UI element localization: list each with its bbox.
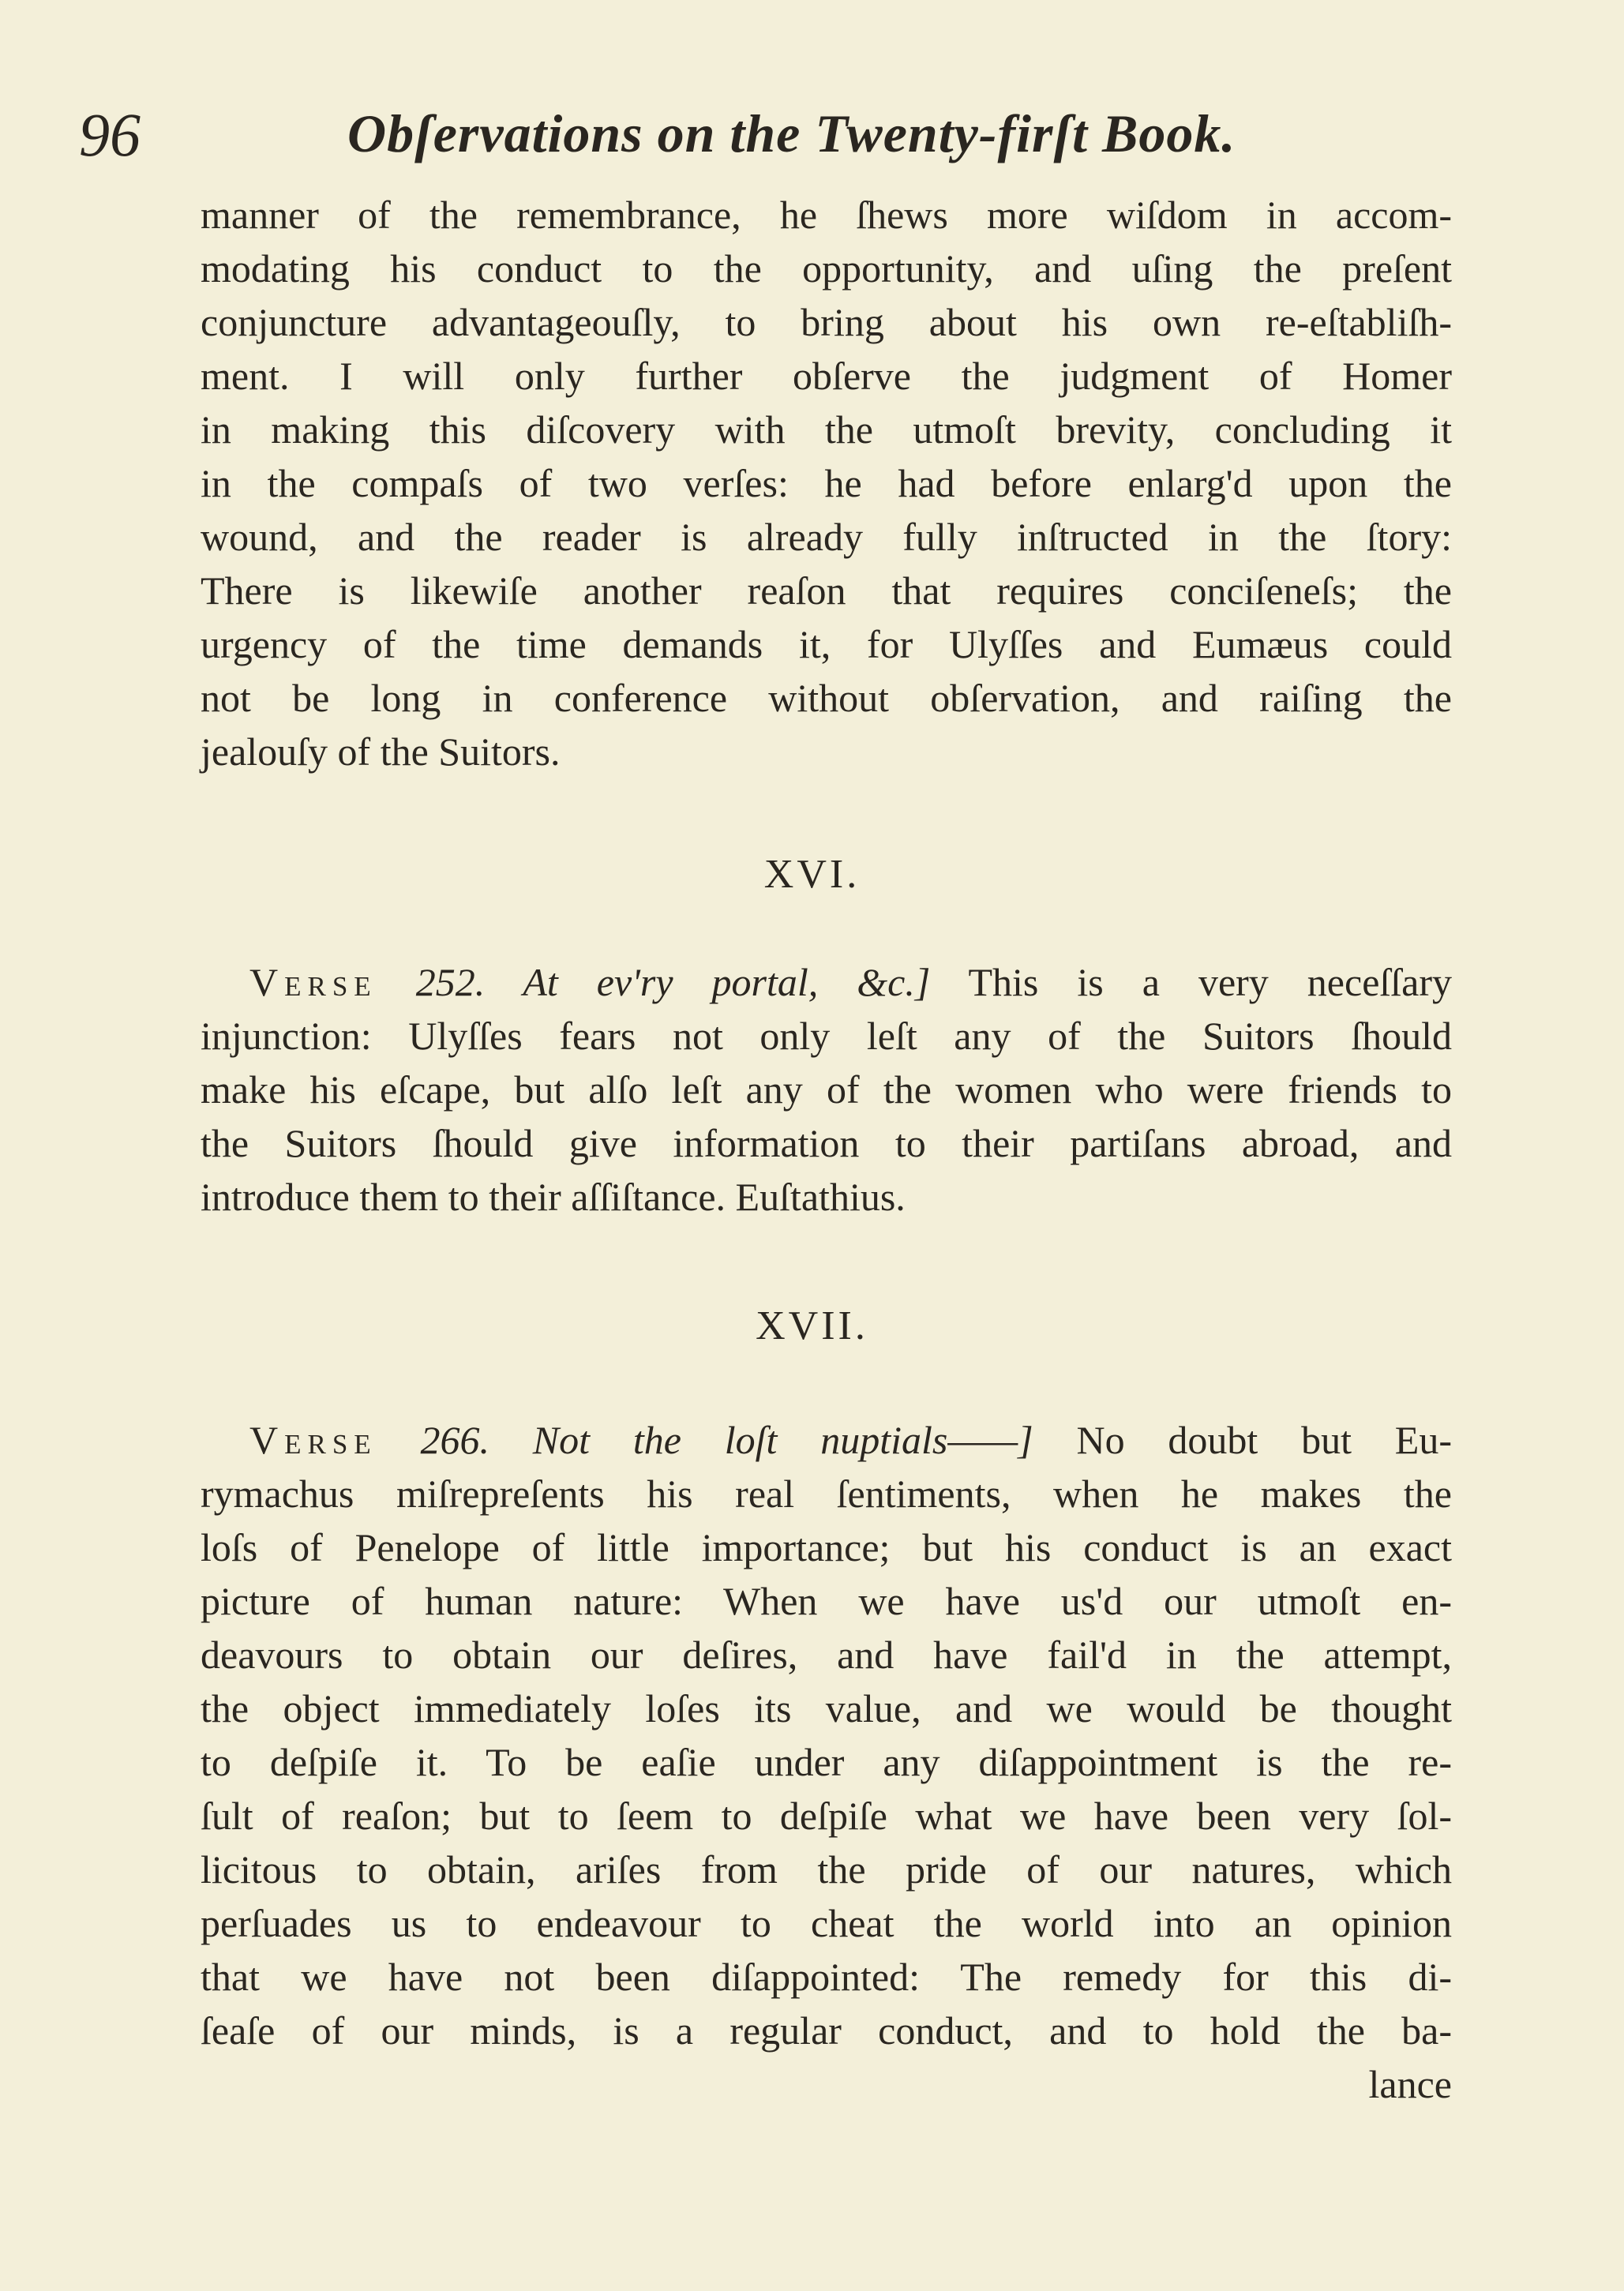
- text-line: manner of the remembrance, he ſhews more wiſdom in accom-: [201, 193, 1452, 237]
- text-line: to deſpiſe it. To be eaſie under any diſappointment is the re-: [201, 1740, 1452, 1784]
- verse-reference: 252. At ev'ry portal, &c.]: [415, 960, 931, 1004]
- text-line: urgency of the time demands it, for Ulyſſes and Eumæus could: [201, 622, 1452, 666]
- section-heading-xvii: XVII.: [756, 1303, 868, 1348]
- text-segment: This is a very neceſſary: [930, 960, 1453, 1004]
- text-line: conjuncture advantageouſly, to bring about his own re-eſtabliſh-: [201, 300, 1452, 344]
- verse-line: [201, 1413, 1452, 1467]
- running-title: Obſervations on the Twenty-firſt Book.: [347, 103, 1236, 163]
- text-line: There is likewiſe another reaſon that requires conciſeneſs; the: [201, 568, 1452, 613]
- text-line: perſuades us to endeavour to cheat the world into an opinion: [201, 1901, 1452, 1945]
- catchword: lance: [1368, 2062, 1452, 2106]
- verse-line: [201, 955, 1452, 1009]
- section-xvii-text: [201, 1413, 1452, 2111]
- text-line: licitous to obtain, ariſes from the pride of our natures, which: [201, 1847, 1452, 1892]
- text-line: the object immediately loſes its value, and we would be thought: [201, 1686, 1452, 1730]
- verse-label: Verse: [249, 1418, 377, 1462]
- section-xvi-text: [201, 955, 1452, 1224]
- text-line: jealouſy of the Suitors.: [201, 729, 561, 774]
- text-line: not be long in conference without obſervation, and raiſing the: [201, 676, 1452, 720]
- text-line: in making this diſcovery with the utmoſt brevity, concluding it: [201, 407, 1452, 452]
- text-line: deavours to obtain our deſires, and have fail'd in the attempt,: [201, 1633, 1452, 1677]
- page-number: 96: [79, 100, 141, 169]
- text-line: modating his conduct to the opportunity, and uſing the preſent: [201, 246, 1452, 291]
- text-line: ſeaſe of our minds, is a regular conduct, and to hold the ba-: [201, 2008, 1452, 2053]
- text-line: picture of human nature: When we have us'd our utmoſt en-: [201, 1579, 1452, 1623]
- text-line: ſult of reaſon; but to ſeem to deſpiſe what we have been very ſol-: [201, 1794, 1452, 1838]
- section-heading-xvi: XVI.: [763, 852, 861, 897]
- text-line: wound, and the reader is already fully inſtructed in the ſtory:: [201, 515, 1452, 559]
- running-head: [79, 88, 1326, 175]
- text-segment: No doubt but Eu-: [1033, 1418, 1453, 1462]
- text-line: injunction: Ulyſſes fears not only leſt any of the Suitors ſhould: [201, 1014, 1452, 1058]
- verse-reference: 266. Not the loſt nuptials——]: [420, 1418, 1033, 1462]
- text-line: that we have not been diſappointed: The remedy for this di-: [201, 1955, 1452, 1999]
- verse-label: Verse: [249, 960, 377, 1004]
- text-line: loſs of Penelope of little importance; but his conduct is an exact: [201, 1525, 1452, 1569]
- text-line: introduce them to their aſſiſtance. Euſtathius.: [201, 1175, 906, 1219]
- text-line: make his eſcape, but alſo leſt any of the women who were friends to: [201, 1067, 1452, 1112]
- paragraph-continuation: [201, 188, 1452, 778]
- text-line: the Suitors ſhould give information to their partiſans abroad, and: [201, 1121, 1452, 1165]
- text-line: in the compaſs of two verſes: he had before enlarg'd upon the: [201, 461, 1452, 505]
- text-line: rymachus miſrepreſents his real ſentiments, when he makes the: [201, 1472, 1452, 1516]
- text-line: ment. I will only further obſerve the judgment of Homer: [201, 354, 1452, 398]
